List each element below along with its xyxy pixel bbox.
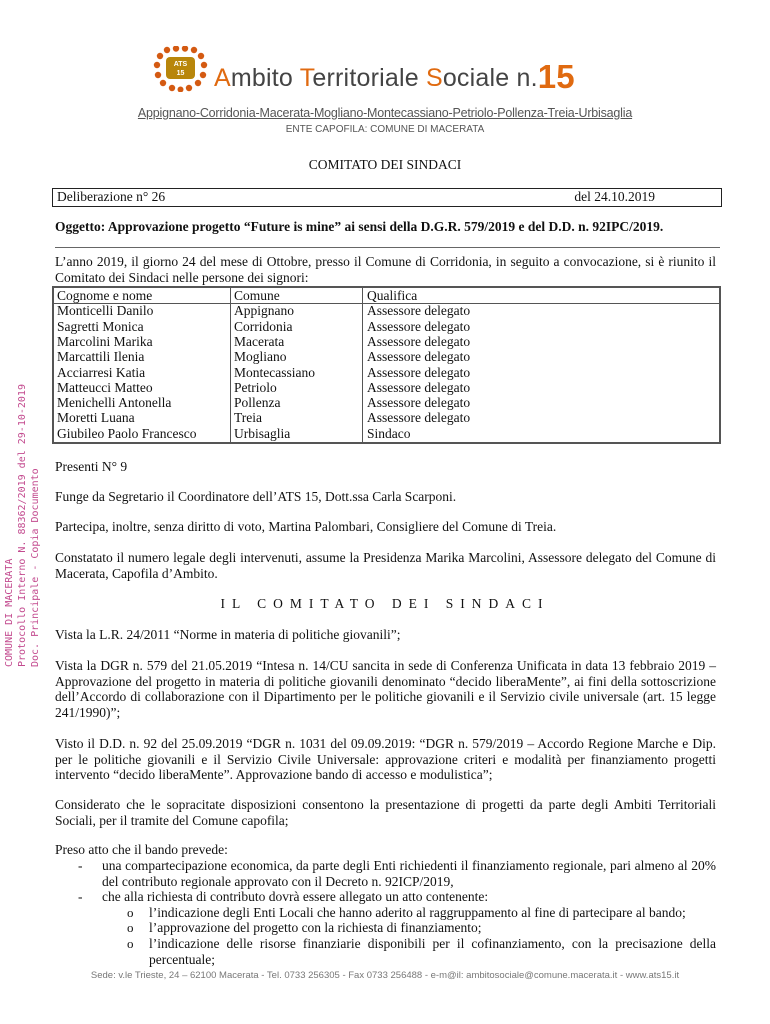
bullet-marker: o (127, 936, 134, 951)
section-title: IL COMITATO DEI SINDACI (220, 596, 550, 611)
cell-qualifica: Assessore delegato (367, 349, 471, 365)
participant-paragraph: Partecipa, inoltre, senza diritto di voto, Martina Palombari, Consigliere del Comune di Treia. (55, 519, 557, 534)
vista-lr-paragraph: Vista la L.R. 24/2011 “Norme in materia di politiche giovanili”; (55, 627, 401, 642)
cell-name: Acciarresi Katia (57, 364, 146, 380)
cell-name: Monticelli Danilo (57, 303, 154, 319)
vista-dgr-paragraph: Vista la DGR n. 579 del 21.05.2019 “Intesa n. 14/CU sancita in sede di Conferenza Unificata in data 13 febbraio 2019 – Approvazione del progetto in materia di politiche giovanili denominato “decido liberaMente”, ai fini della sottoscrizione dell’Accordo di collaborazione con il Dipartimento per le politiche giovanili e il Servizio civile universale (art. 15 legge 241/1990)”; (55, 658, 716, 720)
bullet-marker: o (127, 920, 134, 935)
cell-name: Moretti Luana (57, 410, 135, 426)
cell-comune: Treia (234, 410, 263, 426)
cell-comune: Pollenza (234, 395, 281, 411)
svg-text:ATS: ATS (173, 61, 188, 68)
cell-name: Giubileo Paolo Francesco (57, 425, 197, 441)
cell-comune: Montecassiano (234, 364, 315, 380)
cell-comune: Urbisaglia (234, 425, 291, 441)
cell-qualifica: Assessore delegato (367, 318, 471, 334)
brand-title: Ambito Territoriale Sociale n.15 (214, 58, 575, 95)
cell-qualifica: Assessore delegato (367, 303, 471, 319)
sub-list-item: l’indicazione delle risorse finanziarie disponibili per il cofinanziamento, con la precisazione della percentuale; (149, 936, 716, 967)
cell-name: Matteucci Matteo (57, 379, 153, 395)
header-qualifica: Qualifica (367, 288, 418, 303)
deliberation-date: del 24.10.2019 (574, 189, 655, 204)
cell-qualifica: Assessore delegato (367, 395, 471, 411)
considerato-paragraph: Considerato che le sopracitate disposizioni consentono la presentazione di progetti da parte degli Ambiti Territoriali Sociali, per il tramite del Comune capofila; (55, 797, 716, 828)
divider (55, 247, 720, 248)
ats15-logo (152, 46, 208, 92)
sub-list-item: l’indicazione degli Enti Locali che hanno aderito al raggruppamento al fine di partecipare al bando; (149, 905, 686, 920)
cell-qualifica: Assessore delegato (367, 379, 471, 395)
cell-qualifica: Assessore delegato (367, 364, 471, 380)
visto-dd-paragraph: Visto il D.D. n. 92 del 25.09.2019 “DGR n. 1031 del 09.09.2019: “DGR n. 579/2019 – Accordo Regione Marche e Dip. per le politiche giovanili e il Servizio Civile Universale: approvazione criteri e modalità per finanziamento progetti intervento “decido liberaMente”. Approvazione bando di accesso e modulistica”; (55, 736, 716, 782)
stamp-line-1: COMUNE DI MACERATA (4, 558, 15, 667)
cell-qualifica: Assessore delegato (367, 410, 471, 426)
cell-name: Menichelli Antonella (57, 395, 172, 411)
presidency-paragraph: Constatato il numero legale degli intervenuti, assume la Presidenza Marika Marcolini, Assessore delegato del Comune di Macerata, Capofila d’Ambito. (55, 550, 716, 581)
cell-comune: Petriolo (234, 379, 277, 395)
cell-name: Marcolini Marika (57, 333, 153, 349)
stamp-line-2: Protocollo Interno N. 88362/2019 del 29-10-2019 (17, 384, 28, 667)
footer-contacts: Sede: v.le Trieste, 24 – 62100 Macerata - Tel. 0733 256305 - Fax 0733 256488 - e-m@il: ambitosociale@comune.macerata.it - www.ats15.it (90, 970, 680, 981)
cell-comune: Corridonia (234, 318, 293, 334)
cell-qualifica: Assessore delegato (367, 333, 471, 349)
header-comune: Comune (234, 288, 280, 303)
bullet-marker: o (127, 905, 134, 920)
stamp-line-3: Doc. Principale - Copia Documento (30, 468, 41, 667)
committee-title: COMITATO DEI SINDACI (308, 157, 462, 172)
list-item: che alla richiesta di contributo dovrà essere allegato un atto contenente: (102, 889, 489, 904)
cell-name: Marcattili Ilenia (57, 349, 145, 365)
preso-atto-paragraph: Preso atto che il bando prevede: (55, 842, 228, 857)
sub-list-item: l’approvazione del progetto con la richiesta di finanziamento; (149, 920, 482, 935)
cell-comune: Mogliano (234, 349, 287, 365)
protocol-stamp (4, 357, 48, 667)
municipalities-line: Appignano-Corridonia-Macerata-Mogliano-Montecassiano-Petriolo-Pollenza-Treia-Urbisaglia (137, 106, 633, 120)
deliberation-number: Deliberazione n° 26 (57, 189, 166, 204)
dash-marker: - (78, 858, 83, 873)
cell-qualifica: Sindaco (367, 425, 411, 441)
present-count: Presenti N° 9 (55, 459, 128, 474)
svg-text:15: 15 (176, 70, 185, 77)
capofila-line: ENTE CAPOFILA: COMUNE DI MACERATA (285, 124, 485, 135)
dash-marker: - (78, 889, 83, 904)
attendance-table (52, 286, 721, 444)
list-item: una compartecipazione economica, da parte degli Enti richiedenti il finanziamento regionale, pari almeno al 20% del contributo regionale approvato con il Decreto n. 92ICP/2019, (102, 858, 716, 889)
subject-line: Oggetto: Approvazione progetto “Future is mine” ai sensi della D.G.R. 579/2019 e del D.D. n. 92IPC/2019. (55, 219, 664, 234)
cell-comune: Appignano (234, 303, 294, 319)
deliberation-box (52, 188, 722, 207)
cell-name: Sagretti Monica (57, 318, 144, 334)
intro-paragraph: L’anno 2019, il giorno 24 del mese di Ottobre, presso il Comune di Corridonia, in seguito a convocazione, si è riunito il Comitato dei Sindaci nelle persone dei signori: (55, 254, 716, 285)
cell-comune: Macerata (234, 333, 285, 349)
secretary-paragraph: Funge da Segretario il Coordinatore dell’ATS 15, Dott.ssa Carla Scarponi. (55, 489, 457, 504)
header-name: Cognome e nome (57, 288, 153, 303)
